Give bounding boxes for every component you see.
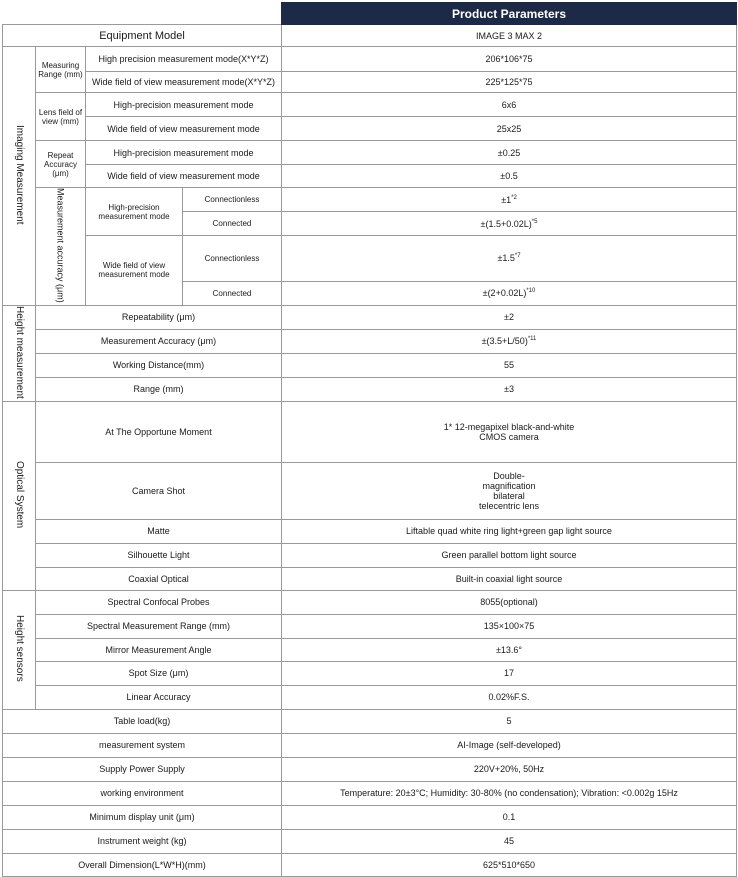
table-load-value: 5 (282, 709, 737, 733)
camera-shot-value: Double- magnification bilateral telecentric lens (282, 462, 737, 519)
working-distance-label: Working Distance(mm) (36, 353, 282, 377)
mirror-angle-label: Mirror Measurement Angle (36, 638, 282, 661)
instrument-weight-value: 45 (282, 829, 737, 853)
opportune-moment-value: 1* 12-megapixel black-and-white CMOS camera (282, 401, 737, 462)
overall-dimension-label: Overall Dimension(L*W*H)(mm) (3, 853, 282, 876)
acc-wf-connectionless-value: $\pm 1.5^{*7}$ (282, 236, 737, 282)
height-range-label: Range (mm) (36, 377, 282, 401)
repeatability-value: ±2 (282, 305, 737, 329)
acc-wf-connected-label: Connected (183, 281, 282, 305)
repeat-wf-mode-label: Wide field of view measurement mode (86, 165, 282, 188)
opportune-moment-label: At The Opportune Moment (36, 401, 282, 462)
equipment-model-label: Equipment Model (3, 25, 282, 47)
acc-hp-connected-label: Connected (183, 212, 282, 236)
repeatability-label: Repeatability (μm) (36, 305, 282, 329)
height-accuracy-value: $\pm(3.5+L/50)^{*11}$ (282, 329, 737, 353)
header-spacer (3, 3, 282, 25)
min-display-unit-value: 0.1 (282, 805, 737, 829)
measurement-system-label: measurement system (3, 733, 282, 757)
table-title: Product Parameters (282, 3, 737, 25)
overall-dimension-value: 625*510*650 (282, 853, 737, 876)
spectral-range-label: Spectral Measurement Range (mm) (36, 614, 282, 638)
confocal-probes-label: Spectral Confocal Probes (36, 590, 282, 614)
linear-accuracy-value: 0.02%F.S. (282, 685, 737, 709)
range-hp-mode-label: High precision measurement mode(X*Y*Z) (86, 47, 282, 72)
group-optical-system: Optical System (3, 401, 36, 590)
coaxial-optical-label: Coaxial Optical (36, 567, 282, 590)
spot-size-label: Spot Size (μm) (36, 661, 282, 685)
spectral-range-value: 135×100×75 (282, 614, 737, 638)
working-distance-value: 55 (282, 353, 737, 377)
mirror-angle-value: ±13.6° (282, 638, 737, 661)
equipment-model-value: IMAGE 3 MAX 2 (282, 25, 737, 47)
group-height-measurement: Height measurement (3, 305, 36, 401)
acc-hp-mode-label: High-precision measurement mode (86, 188, 183, 236)
working-environment-label: working environment (3, 781, 282, 805)
coaxial-optical-value: Built-in coaxial light source (282, 567, 737, 590)
repeat-wf-value: ±0.5 (282, 165, 737, 188)
acc-wf-mode-label: Wide field of view measurement mode (86, 236, 183, 306)
linear-accuracy-label: Linear Accuracy (36, 685, 282, 709)
acc-wf-connected-value: $\pm(2+0.02L)^{*10}$ (282, 281, 737, 305)
acc-hp-connectionless-label: Connectionless (183, 188, 282, 212)
lens-hp-value: 6x6 (282, 93, 737, 117)
silhouette-light-value: Green parallel bottom light source (282, 543, 737, 567)
acc-hp-connectionless-value: $\pm 1^{*2}$ (282, 188, 737, 212)
lens-hp-mode-label: High-precision measurement mode (86, 93, 282, 117)
repeat-accuracy-label: Repeat Accuracy (μm) (36, 141, 86, 188)
matte-value: Liftable quad white ring light+green gap light source (282, 519, 737, 543)
height-range-value: ±3 (282, 377, 737, 401)
repeat-hp-value: ±0.25 (282, 141, 737, 165)
camera-shot-label: Camera Shot (36, 462, 282, 519)
acc-hp-connected-value: $\pm(1.5+0.02L)^{*5}$ (282, 212, 737, 236)
confocal-probes-value: 8055(optional) (282, 590, 737, 614)
lens-wf-mode-label: Wide field of view measurement mode (86, 117, 282, 141)
product-parameters-table (2, 2, 737, 877)
instrument-weight-label: Instrument weight (kg) (3, 829, 282, 853)
table-load-label: Table load(kg) (3, 709, 282, 733)
measurement-accuracy-label: Measurement accuracy (μm) (36, 188, 86, 306)
silhouette-light-label: Silhouette Light (36, 543, 282, 567)
min-display-unit-label: Minimum display unit (μm) (3, 805, 282, 829)
spot-size-value: 17 (282, 661, 737, 685)
lens-wf-value: 25x25 (282, 117, 737, 141)
range-hp-value: 206*106*75 (282, 47, 737, 72)
matte-label: Matte (36, 519, 282, 543)
power-supply-value: 220V+20%, 50Hz (282, 757, 737, 781)
working-environment-value: Temperature: 20±3°C; Humidity: 30-80% (no condensation); Vibration: <0.002g 15Hz (282, 781, 737, 805)
repeat-hp-mode-label: High-precision measurement mode (86, 141, 282, 165)
group-height-sensors: Height sensors (3, 590, 36, 709)
measurement-system-value: AI-Image (self-developed) (282, 733, 737, 757)
group-imaging-measurement: Imaging Measurement (3, 47, 36, 306)
range-wf-value: 225*125*75 (282, 72, 737, 93)
power-supply-label: Supply Power Supply (3, 757, 282, 781)
lens-fov-label: Lens field of view (mm) (36, 93, 86, 141)
acc-wf-connectionless-label: Connectionless (183, 236, 282, 282)
range-wf-mode-label: Wide field of view measurement mode(X*Y*Z) (86, 72, 282, 93)
height-accuracy-label: Measurement Accuracy (μm) (36, 329, 282, 353)
measuring-range-label: Measuring Range (mm) (36, 47, 86, 93)
